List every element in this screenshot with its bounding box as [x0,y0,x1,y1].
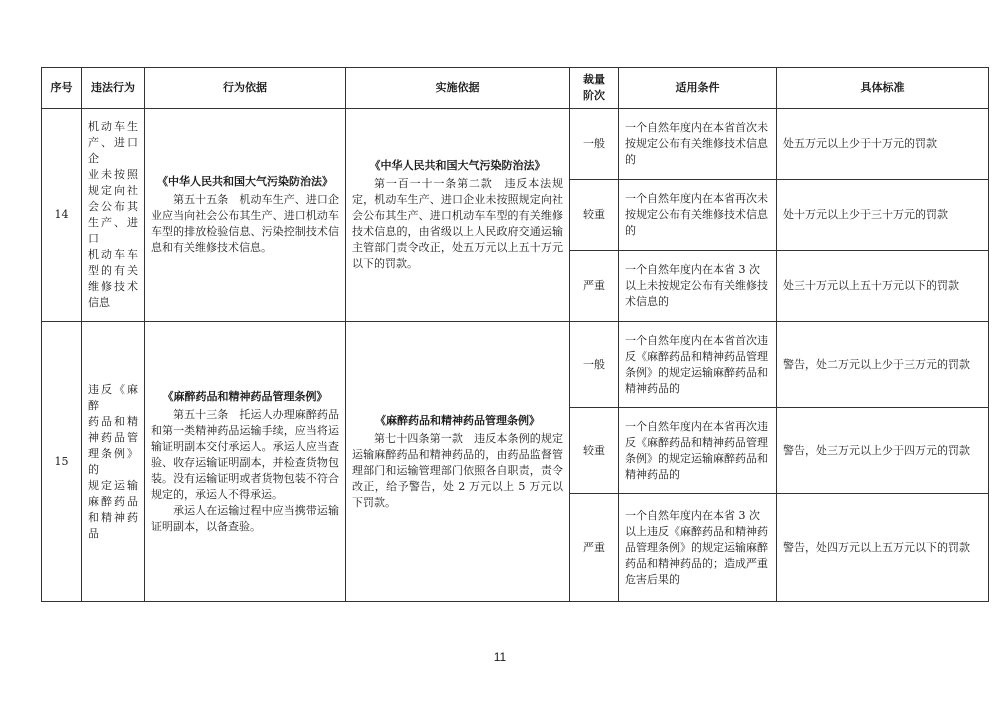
condition-cell: 一个自然年度内在本省首次未按规定公布有关维修技术信息的 [619,109,777,180]
condition-cell: 一个自然年度内在本省 3 次以上违反《麻醉药品和精神药品管理条例》的规定运输麻醉药品和精神药品的；造成严重危害后果的 [619,494,777,602]
header-level-text: 裁量阶次 [583,73,605,102]
violation-line: 业未按照 [88,168,138,181]
violation-line: 和精神药 [88,510,138,524]
standard-cell: 处三十万元以上五十万元以下的罚款 [777,251,989,322]
standard-cell: 警告，处四万元以上五万元以下的罚款 [777,494,989,602]
penalty-standards-table [41,67,989,602]
standard-cell: 警告，处二万元以上少于三万元的罚款 [777,322,989,408]
violation-line: 规定向社 [88,184,138,197]
violation-line: 麻醉药品 [88,494,138,508]
law-article: 承运人在运输过程中应当携带运输证明副本，以备查验。 [151,503,339,533]
law-article: 第七十四条第一款 违反本条例的规定运输麻醉药品和精神药品的，由药品监督管理部门和运输管理部门依照各自职责，责令改正，给予警告，处 2 万元以上 5 万元以下罚款。 [352,431,563,509]
behavior-basis-cell [145,109,346,322]
row-number: 15 [42,322,82,602]
standard-cell: 警告，处三万元以上少于四万元的罚款 [777,408,989,494]
violation-line: 会公布其 [88,200,138,213]
page-number: 11 [493,650,507,664]
violation-line: 药品和精 [88,414,138,428]
violation-line: 机动车车 [88,248,138,261]
violation-cell [82,322,145,602]
row-number: 14 [42,109,82,322]
table-row [42,109,989,180]
violation-line: 神药品管 [88,430,138,444]
condition-cell: 一个自然年度内在本省再次未按规定公布有关维修技术信息的 [619,180,777,251]
violation-line: 规定运输 [88,478,138,492]
level-cell: 较重 [570,180,619,251]
law-article: 第五十三条 托运人办理麻醉药品和第一类精神药品运输手续，应当将运输证明副本交付承运人。承运人应当查验、收存运输证明副本，并检查货物包装。没有运输证明或者货物包装不符合规定的，承运人不得承运。 [151,407,339,501]
header-violation: 违法行为 [82,68,145,109]
violation-line: 理条例》的 [88,446,138,476]
law-article: 第一百一十一条第二款 违反本法规定，机动车生产、进口企业未按照规定向社会公布其生产、进口机动车车型的有关维修技术信息的，由省级以上人民政府交通运输主管部门责令改正，处五万元以上五十万元以下的罚款。 [352,177,563,270]
violation-line: 机动车生 [88,120,138,133]
header-num: 序号 [42,68,82,109]
condition-cell: 一个自然年度内在本省再次违反《麻醉药品和精神药品管理条例》的规定运输麻醉药品和精神药品的 [619,408,777,494]
table-row [42,322,989,408]
law-title: 《中华人民共和国大气污染防治法》 [157,175,333,188]
condition-cell: 一个自然年度内在本省 3 次以上未按规定公布有关维修技术信息的 [619,251,777,322]
level-cell: 严重 [570,494,619,602]
violation-line: 信息 [88,296,110,309]
violation-line: 品 [88,526,99,540]
implementation-basis-cell [346,109,570,322]
standard-cell: 处五万元以上少于十万元的罚款 [777,109,989,180]
violation-line: 生产、进口 [88,216,138,245]
level-cell: 一般 [570,322,619,408]
header-row [42,68,989,109]
violation-line: 违反《麻醉 [88,382,138,412]
header-standard: 具体标准 [777,68,989,109]
header-discretion-level [570,68,619,109]
condition-cell: 一个自然年度内在本省首次违反《麻醉药品和精神药品管理条例》的规定运输麻醉药品和精神药品的 [619,322,777,408]
header-behavior-basis: 行为依据 [145,68,346,109]
level-cell: 一般 [570,109,619,180]
header-implementation-basis: 实施依据 [346,68,570,109]
law-article: 第五十五条 机动车生产、进口企业应当向社会公布其生产、进口机动车车型的排放检验信息、污染控制技术信息和有关维修技术信息。 [151,193,339,254]
law-title: 《麻醉药品和精神药品管理条例》 [162,389,328,403]
header-conditions: 适用条件 [619,68,777,109]
law-title: 《麻醉药品和精神药品管理条例》 [375,413,540,427]
violation-line: 维修技术 [88,280,138,293]
implementation-basis-cell [346,322,570,602]
violation-cell [82,109,145,322]
level-cell: 严重 [570,251,619,322]
behavior-basis-cell [145,322,346,602]
standard-cell: 处十万元以上少于三十万元的罚款 [777,180,989,251]
level-cell: 较重 [570,408,619,494]
law-title: 《中华人民共和国大气污染防治法》 [369,159,546,172]
violation-line: 型的有关 [88,264,138,277]
violation-line: 产、进口企 [88,136,138,165]
